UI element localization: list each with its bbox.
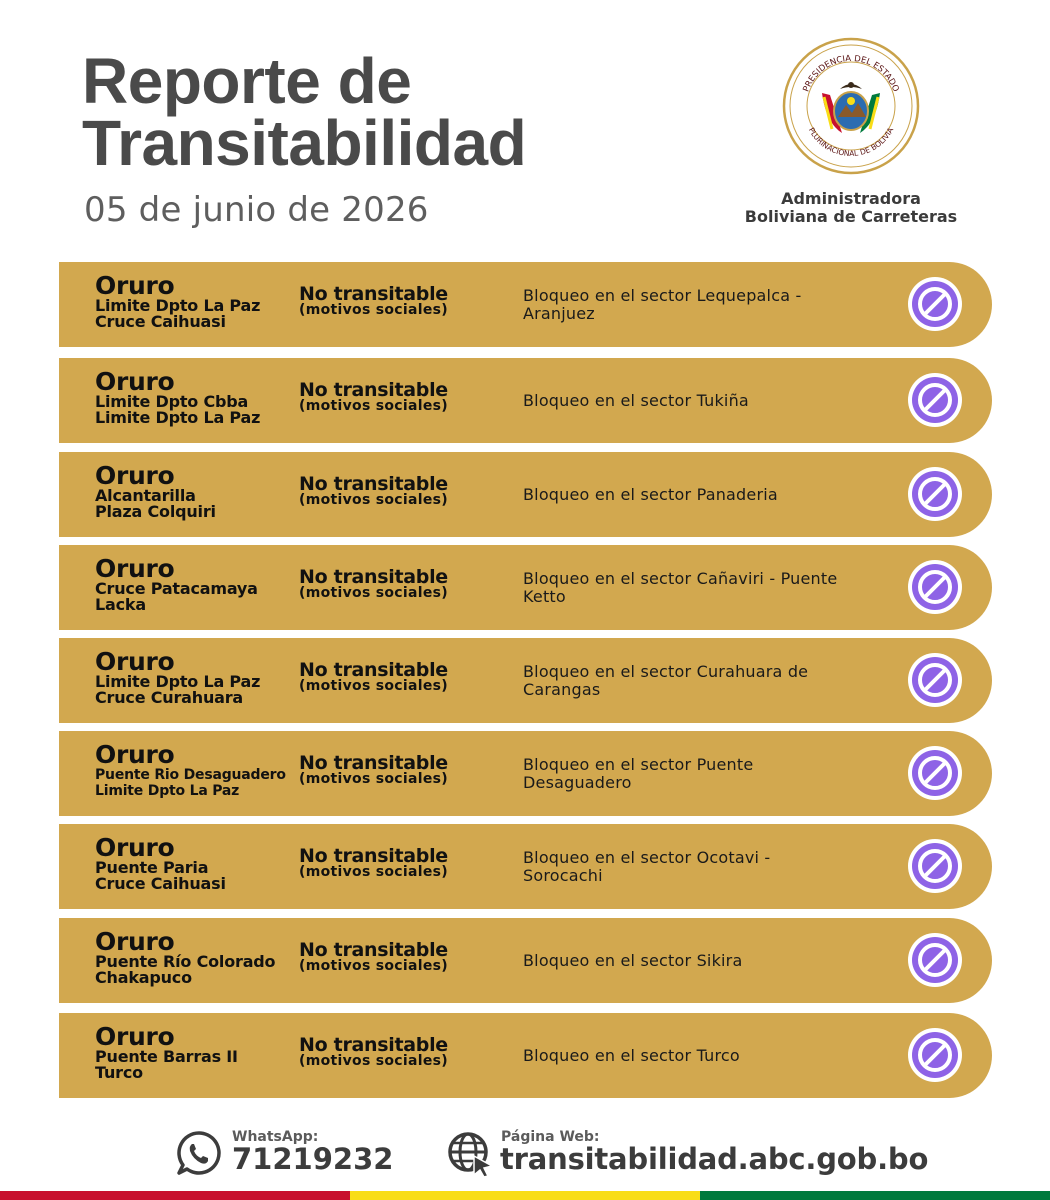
segment-from: Limite Dpto La Paz bbox=[95, 672, 261, 691]
segment-from: Cruce Patacamaya bbox=[95, 579, 258, 598]
website-link[interactable]: transitabilidad.abc.gob.bo bbox=[500, 1142, 929, 1176]
blocked-icon bbox=[908, 373, 962, 427]
segment-from: Puente Río Colorado bbox=[95, 952, 276, 971]
website-label: Página Web: bbox=[501, 1129, 600, 1145]
segment-to: Limite Dpto La Paz bbox=[95, 783, 240, 799]
status bbox=[299, 381, 499, 413]
seal-bottom-text: PLURINACIONAL DE BOLIVIA bbox=[806, 125, 896, 159]
location bbox=[95, 554, 305, 614]
segment-to: Chakapuco bbox=[95, 968, 192, 987]
status bbox=[299, 568, 499, 600]
seal-top-text: PRESIDENCIA DEL ESTADO bbox=[801, 53, 901, 94]
list-item bbox=[59, 1013, 992, 1098]
department-name: Oruro bbox=[95, 367, 175, 396]
segment-to: Lacka bbox=[95, 595, 146, 614]
list-item bbox=[59, 452, 992, 537]
blocked-icon bbox=[908, 933, 962, 987]
status bbox=[299, 475, 499, 507]
department-name: Oruro bbox=[95, 647, 175, 676]
location bbox=[95, 647, 305, 707]
segment-from: Limite Dpto La Paz bbox=[95, 296, 261, 315]
title-line-2: Transitabilidad bbox=[82, 107, 527, 179]
description: Bloqueo en el sector Lequepalca - Aranjuez bbox=[523, 285, 802, 323]
description: Bloqueo en el sector Ocotavi - Sorocachi bbox=[523, 847, 771, 885]
description: Bloqueo en el sector Tukiña bbox=[523, 390, 749, 410]
status-reason: (motivos sociales) bbox=[299, 302, 448, 318]
description: Bloqueo en el sector Panaderia bbox=[523, 484, 778, 504]
flag-green-stripe bbox=[700, 1191, 1050, 1200]
list-item bbox=[59, 262, 992, 347]
status-reason: (motivos sociales) bbox=[299, 492, 448, 508]
status-label: No transitable bbox=[299, 566, 448, 588]
flag-stripe bbox=[0, 1191, 1050, 1200]
status bbox=[299, 847, 499, 879]
location bbox=[95, 1022, 305, 1082]
status-label: No transitable bbox=[299, 752, 448, 774]
blocked-icon bbox=[908, 467, 962, 521]
location bbox=[95, 740, 305, 799]
department-name: Oruro bbox=[95, 833, 175, 862]
department-name: Oruro bbox=[95, 461, 175, 490]
globe-cursor-icon bbox=[446, 1130, 494, 1178]
list-item bbox=[59, 545, 992, 630]
department-name: Oruro bbox=[95, 1022, 175, 1051]
segment-from: Alcantarilla bbox=[95, 486, 196, 505]
status-label: No transitable bbox=[299, 283, 448, 305]
blocked-icon bbox=[908, 1028, 962, 1082]
list-item bbox=[59, 638, 992, 723]
segment-to: Cruce Caihuasi bbox=[95, 874, 226, 893]
status-label: No transitable bbox=[299, 473, 448, 495]
status-reason: (motivos sociales) bbox=[299, 864, 448, 880]
list-item bbox=[59, 824, 992, 909]
segment-to: Limite Dpto La Paz bbox=[95, 408, 261, 427]
description: Bloqueo en el sector Curahuara de Carangas bbox=[523, 661, 809, 699]
status-label: No transitable bbox=[299, 379, 448, 401]
location bbox=[95, 927, 305, 987]
whatsapp-label: WhatsApp: bbox=[232, 1129, 319, 1145]
blocked-icon bbox=[908, 746, 962, 800]
location bbox=[95, 833, 305, 893]
segment-from: Puente Paria bbox=[95, 858, 209, 877]
blocked-icon bbox=[908, 277, 962, 331]
status-label: No transitable bbox=[299, 939, 448, 961]
org-line-2: Boliviana de Carreteras bbox=[744, 207, 958, 226]
description: Bloqueo en el sector Cañaviri - Puente Ketto bbox=[523, 568, 838, 606]
blocked-icon bbox=[908, 839, 962, 893]
whatsapp-icon bbox=[176, 1130, 222, 1176]
organization-name bbox=[720, 190, 982, 226]
status-label: No transitable bbox=[299, 1034, 448, 1056]
status bbox=[299, 1036, 499, 1068]
status-reason: (motivos sociales) bbox=[299, 678, 448, 694]
org-line-1: Administradora bbox=[781, 189, 921, 208]
presidency-seal-logo bbox=[782, 37, 920, 175]
status-reason: (motivos sociales) bbox=[299, 1053, 448, 1069]
segment-to: Turco bbox=[95, 1063, 143, 1082]
flag-yellow-stripe bbox=[350, 1191, 700, 1200]
segment-from: Limite Dpto Cbba bbox=[95, 392, 249, 411]
location bbox=[95, 271, 305, 331]
report-date: 05 de junio de 2026 bbox=[84, 190, 429, 230]
page-title bbox=[82, 45, 527, 179]
status bbox=[299, 661, 499, 693]
list-item bbox=[59, 918, 992, 1003]
status-reason: (motivos sociales) bbox=[299, 771, 448, 787]
location bbox=[95, 461, 305, 521]
list-item bbox=[59, 731, 992, 816]
segment-from: Puente Barras II bbox=[95, 1047, 238, 1066]
status-reason: (motivos sociales) bbox=[299, 398, 448, 414]
segment-to: Cruce Caihuasi bbox=[95, 312, 226, 331]
status bbox=[299, 754, 499, 786]
segment-to: Plaza Colquiri bbox=[95, 502, 216, 521]
segment-from: Puente Rio Desaguadero bbox=[95, 767, 286, 783]
description: Bloqueo en el sector Sikira bbox=[523, 950, 743, 970]
status-reason: (motivos sociales) bbox=[299, 958, 448, 974]
flag-red-stripe bbox=[0, 1191, 350, 1200]
department-name: Oruro bbox=[95, 927, 175, 956]
blocked-icon bbox=[908, 560, 962, 614]
status-label: No transitable bbox=[299, 845, 448, 867]
location bbox=[95, 367, 305, 427]
department-name: Oruro bbox=[95, 740, 175, 769]
description: Bloqueo en el sector Turco bbox=[523, 1045, 740, 1065]
description: Bloqueo en el sector Puente Desaguadero bbox=[523, 754, 754, 792]
status-label: No transitable bbox=[299, 659, 448, 681]
title-line-1: Reporte de bbox=[82, 45, 412, 117]
blocked-icon bbox=[908, 653, 962, 707]
department-name: Oruro bbox=[95, 554, 175, 583]
segment-to: Cruce Curahuara bbox=[95, 688, 244, 707]
department-name: Oruro bbox=[95, 271, 175, 300]
status bbox=[299, 285, 499, 317]
status-reason: (motivos sociales) bbox=[299, 585, 448, 601]
list-item bbox=[59, 358, 992, 443]
whatsapp-number[interactable]: 71219232 bbox=[232, 1142, 394, 1176]
status bbox=[299, 941, 499, 973]
